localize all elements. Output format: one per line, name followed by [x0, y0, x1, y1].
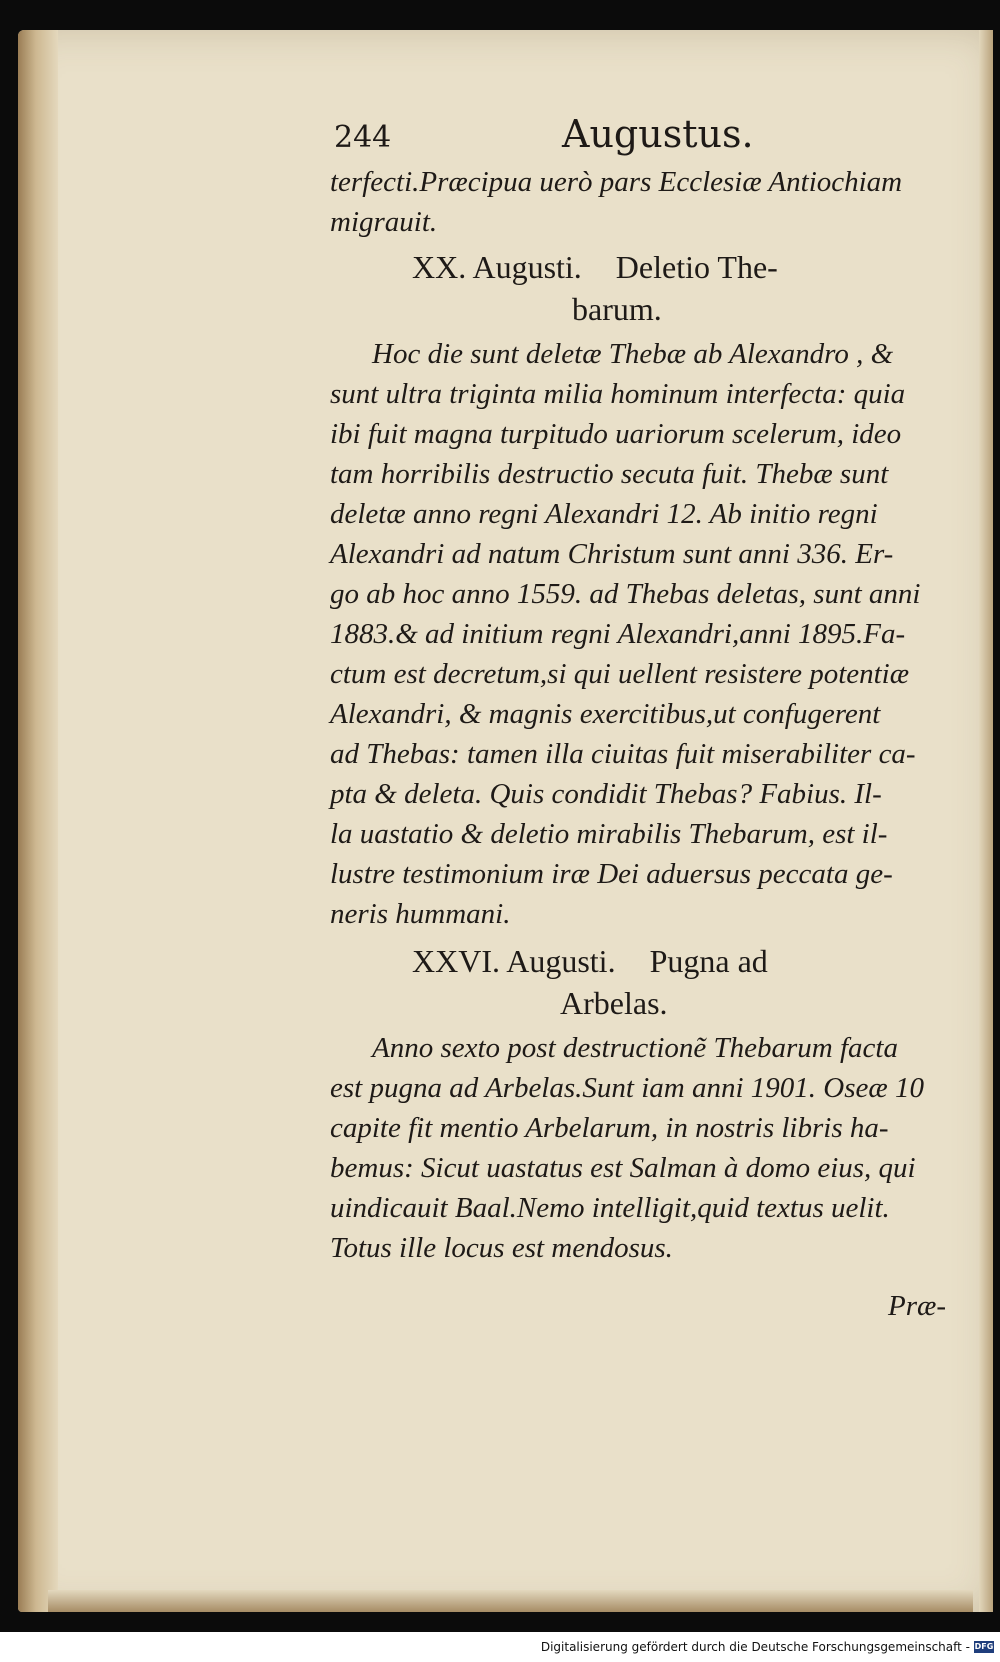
text-line: Hoc die sunt deletæ Thebæ ab Alexandro , &	[372, 338, 894, 370]
section-heading	[330, 940, 960, 1024]
text-line: ad Thebas: tamen illa ciuitas fuit miserabiliter ca-	[330, 738, 916, 770]
text-line: migrauit.	[330, 206, 438, 238]
text-line: neris hummani.	[330, 898, 511, 930]
text-line: sunt ultra triginta milia hominum interfecta: quia	[330, 378, 906, 410]
page-edge-bottom	[48, 1590, 973, 1612]
text-line: deletæ anno regni Alexandri 12. Ab initio regni	[330, 498, 878, 530]
text-line: la uastatio & deletio mirabilis Thebarum, est il-	[330, 818, 888, 850]
section-paragraph	[330, 1028, 960, 1268]
page-header	[330, 112, 960, 162]
text-line: pta & deleta. Quis condidit Thebas? Fabius. Il-	[330, 778, 882, 810]
dfg-logo: DFG	[974, 1642, 994, 1651]
text-line: Alexandri, & magnis exercitibus,ut confugerent	[330, 698, 881, 730]
heading-title-continued: barum.	[572, 291, 662, 327]
heading-line	[330, 940, 960, 982]
catchword: Præ-	[888, 1290, 946, 1322]
text-line: lustre testimonium iræ Dei aduersus peccata ge-	[330, 858, 893, 890]
text-line: bemus: Sicut uastatus est Salman à domo eius, qui	[330, 1152, 916, 1184]
text-line: ibi fuit magna turpitudo uariorum scelerum, ideo	[330, 418, 902, 450]
text-line: Totus ille locus est mendosus.	[330, 1232, 673, 1264]
footer-bar	[0, 1632, 1000, 1662]
text-line: uindicauit Baal.Nemo intelligit,quid textus uelit.	[330, 1192, 890, 1224]
section-paragraph	[330, 334, 960, 934]
page-edge-right	[979, 30, 993, 1612]
text-line: ctum est decretum,si qui uellent resistere potentiæ	[330, 658, 910, 690]
text-line: 1883.& ad initium regni Alexandri,anni 1895.Fa-	[330, 618, 906, 650]
text-line: Alexandri ad natum Christum sunt anni 336. Er-	[330, 538, 894, 570]
text-block	[330, 112, 960, 1323]
heading-date: XX. Augusti.	[412, 249, 582, 285]
intro-paragraph	[330, 162, 960, 242]
text-line: capite fit mentio Arbelarum, in nostris libris ha-	[330, 1112, 889, 1144]
heading-title: Deletio The-	[615, 249, 778, 285]
text-line: go ab hoc anno 1559. ad Thebas deletas, sunt anni	[330, 578, 921, 610]
heading-date: XXVI. Augusti.	[412, 943, 616, 979]
text-line: est pugna ad Arbelas.Sunt iam anni 1901. Oseæ 10	[330, 1072, 924, 1104]
page-number: 244	[334, 120, 392, 155]
heading-line	[330, 246, 960, 288]
footer-credit: Digitalisierung gefördert durch die Deutsche Forschungsgemeinschaft -	[540, 1640, 970, 1654]
heading-title: Pugna ad	[649, 943, 768, 979]
section-heading	[330, 246, 960, 330]
running-head: Augustus.	[562, 112, 754, 156]
page-edge-left	[18, 30, 58, 1612]
text-line: tam horribilis destructio secuta fuit. Thebæ sunt	[330, 458, 889, 490]
text-line: Anno sexto post destructionẽ Thebarum facta	[372, 1032, 898, 1064]
text-line: terfecti.Præcipua uerò pars Ecclesiæ Antiochiam	[330, 166, 903, 198]
heading-title-continued: Arbelas.	[560, 985, 668, 1021]
